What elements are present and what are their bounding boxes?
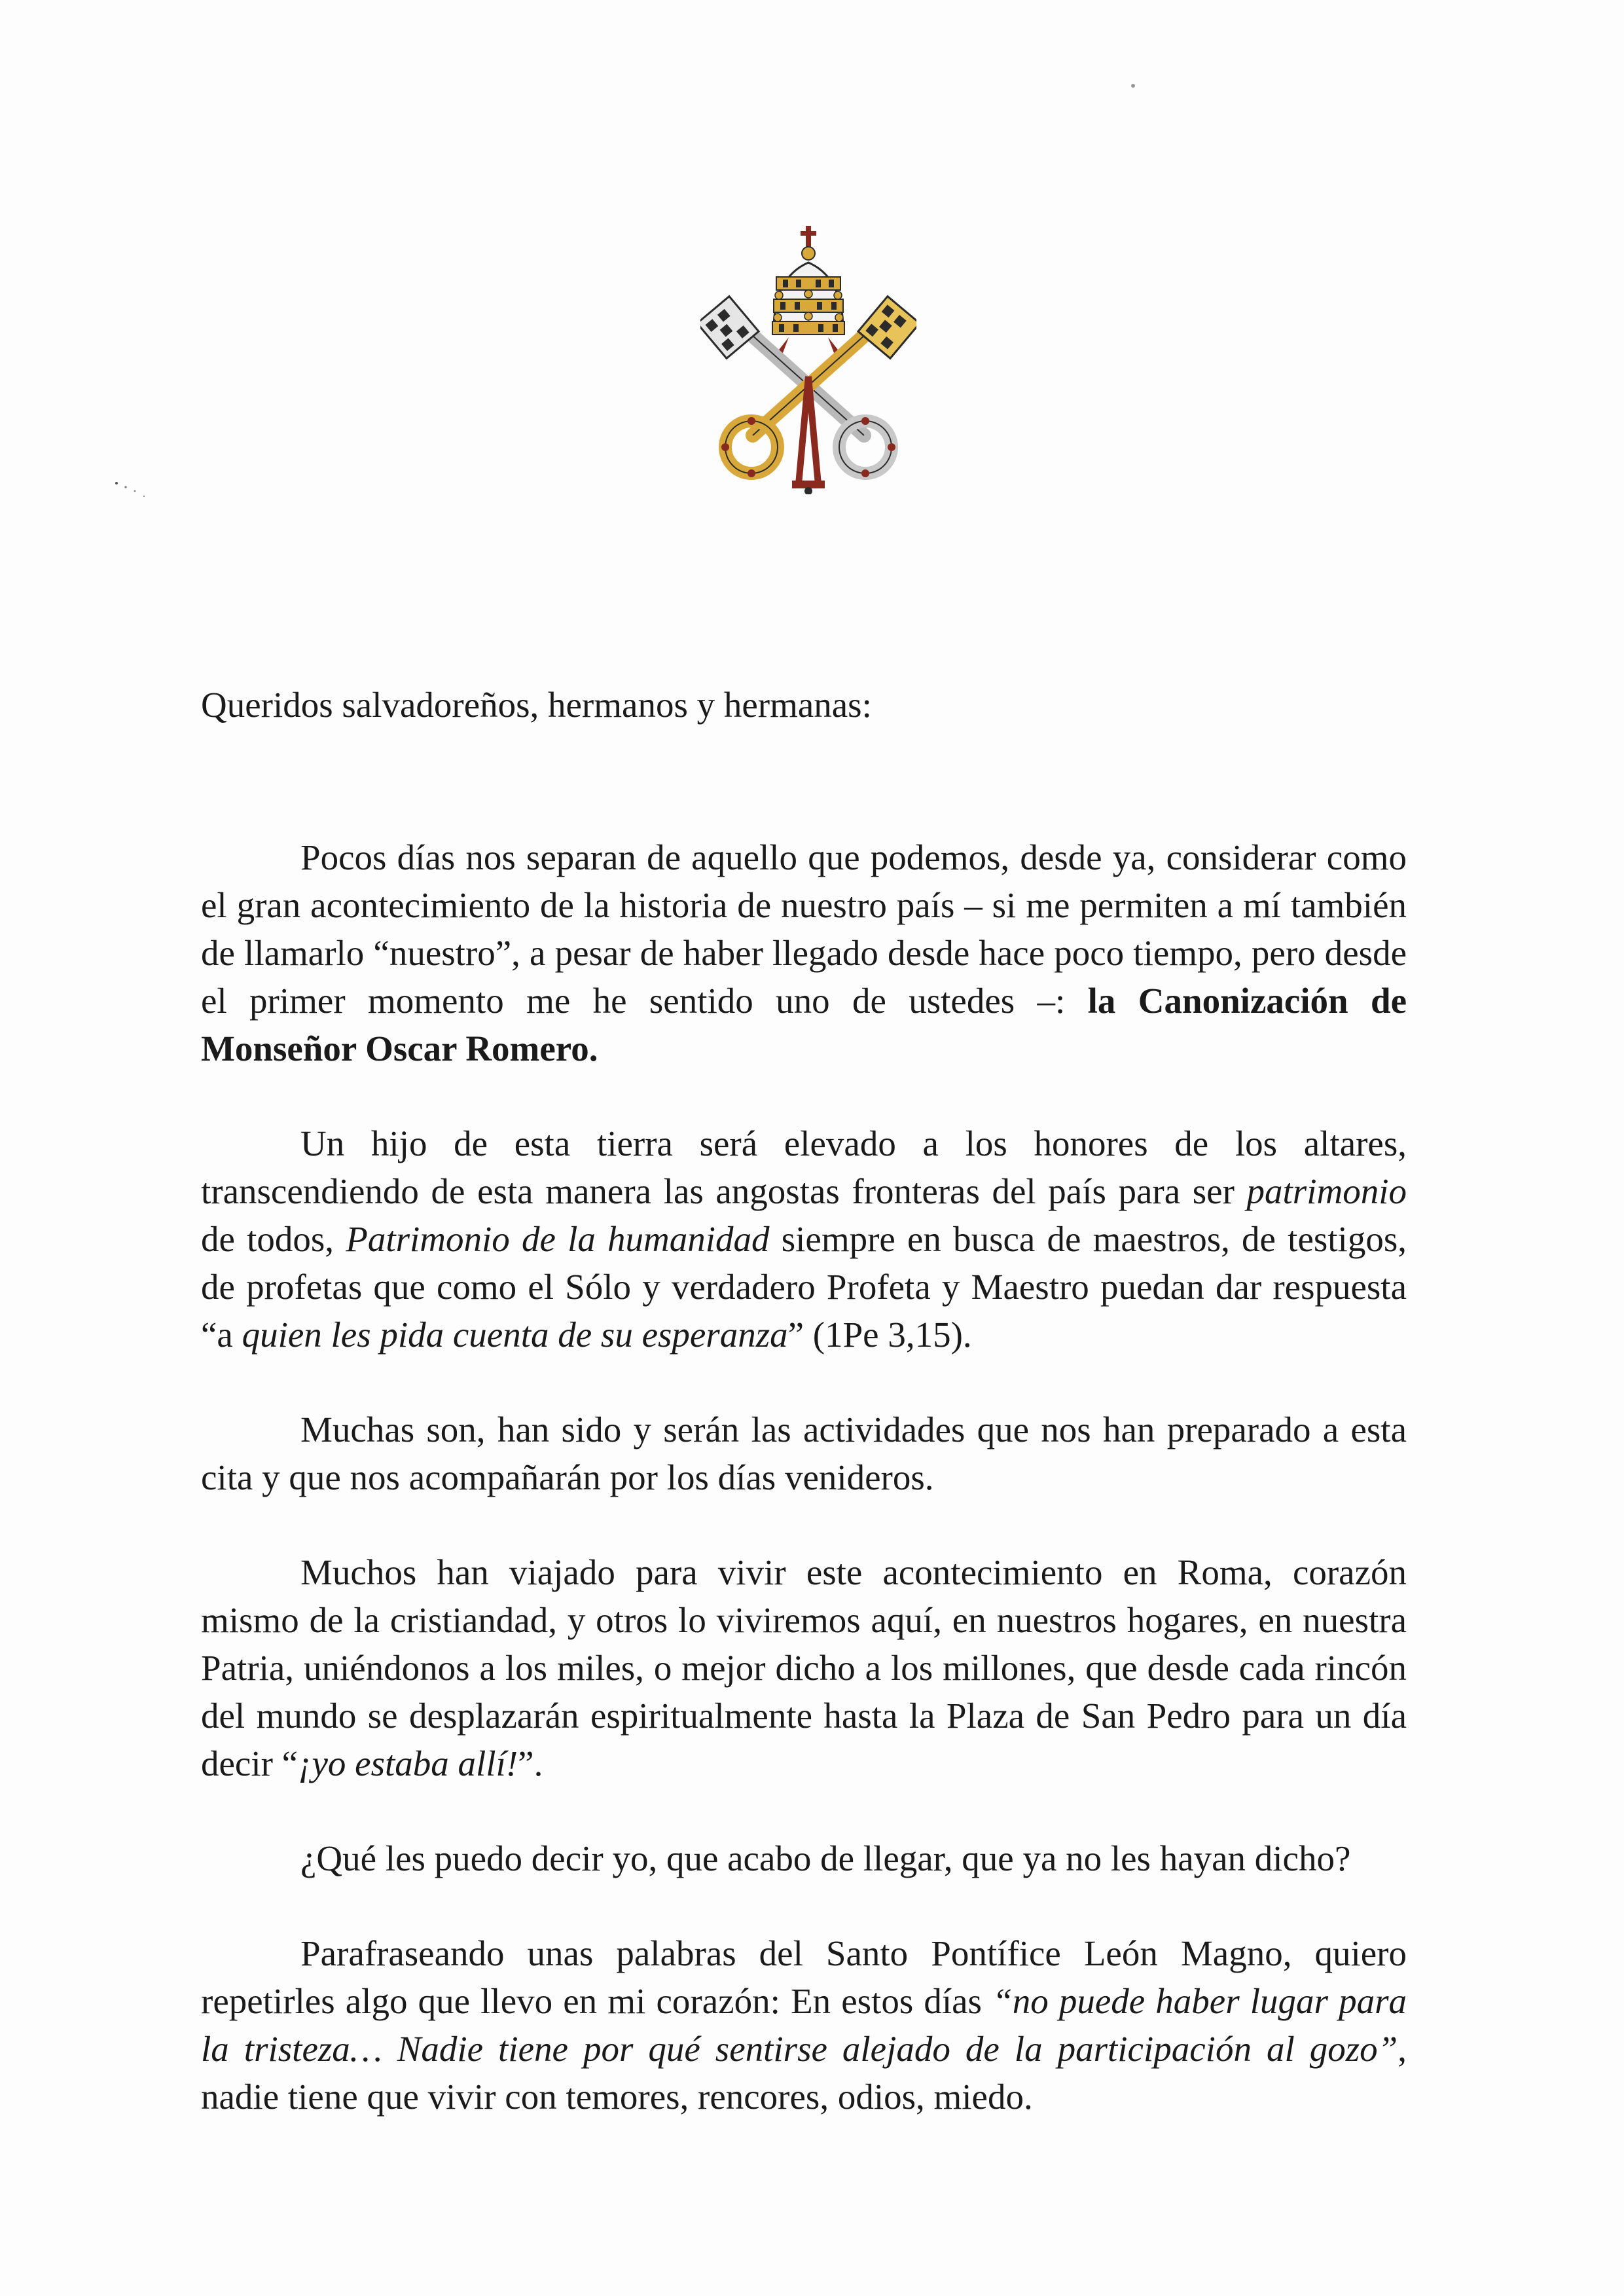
salutation: Queridos salvadoreños, hermanos y hermanas: (201, 685, 872, 725)
p2-i1: patrimonio (1246, 1171, 1407, 1211)
p4-a: Muchos han viajado para vivir este acontecimiento en Roma, corazón mismo de la cristiandad, y otros lo viviremos aquí, en nuestros hogares, en nuestra Patria, uniéndonos a los miles, o mejor dicho a los millones, que desde cada rincón del mundo se desplazarán espiritualmente hasta la Plaza de San Pedro para un día decir “ (201, 1552, 1407, 1783)
papal-keys-tiara-icon (700, 226, 916, 494)
p6-i1: “no puede haber lugar para la tristeza… Nadie tiene por qué sentirse alejado de la participación al gozo” (201, 1981, 1407, 2069)
paragraph-2 (201, 1120, 1407, 1358)
scan-speck-top (1131, 84, 1135, 88)
paragraph-6 (201, 1929, 1407, 2121)
p2-c: siempre en busca de maestros, de testigos, de profetas que como el Sólo y verdadero Profeta y Maestro puedan dar respuesta “a (201, 1219, 1407, 1355)
paragraph-3: Muchas son, han sido y serán las actividades que nos han preparado a esta cita y que nos acompañarán por los días venideros. (201, 1410, 1407, 1497)
p6-b: , nadie tiene que vivir con temores, rencores, odios, miedo. (201, 2029, 1407, 2117)
p4-i1: ¡yo estaba allí! (298, 1743, 518, 1783)
p2-a: Un hijo de esta tierra será elevado a los honores de los altares, transcendiendo de esta manera las angostas fronteras del país para ser (201, 1123, 1407, 1211)
p4-b: ”. (518, 1743, 543, 1783)
p2-i3: quien les pida cuenta de su esperanza (242, 1315, 788, 1355)
paragraph-5: ¿Qué les puedo decir yo, que acabo de llegar, que ya no les hayan dicho? (300, 1838, 1351, 1878)
paragraph-4 (201, 1548, 1407, 1787)
p2-b: de todos, (201, 1219, 346, 1259)
p2-d: ” (1Pe 3,15). (787, 1315, 972, 1355)
p1-bold: la Canonización de Monseñor Oscar Romero. (201, 981, 1407, 1068)
p1-text: Pocos días nos separan de aquello que podemos, desde ya, considerar como el gran acontecimiento de la historia de nuestro país – si me permiten a mí también de llamarlo “nuestro”, a pesar de haber llegado desde hace poco tiempo, pero desde el primer momento me he sentido uno de ustedes –: (201, 837, 1407, 1021)
scan-speck (113, 478, 165, 504)
letter-body (201, 681, 1407, 2168)
paragraph-1 (201, 833, 1407, 1072)
p2-i2: Patrimonio de la humanidad (346, 1219, 770, 1259)
p6-a: Parafraseando unas palabras del Santo Pontífice León Magno, quiero repetirles algo que llevo en mi corazón: En estos días (201, 1933, 1407, 2021)
